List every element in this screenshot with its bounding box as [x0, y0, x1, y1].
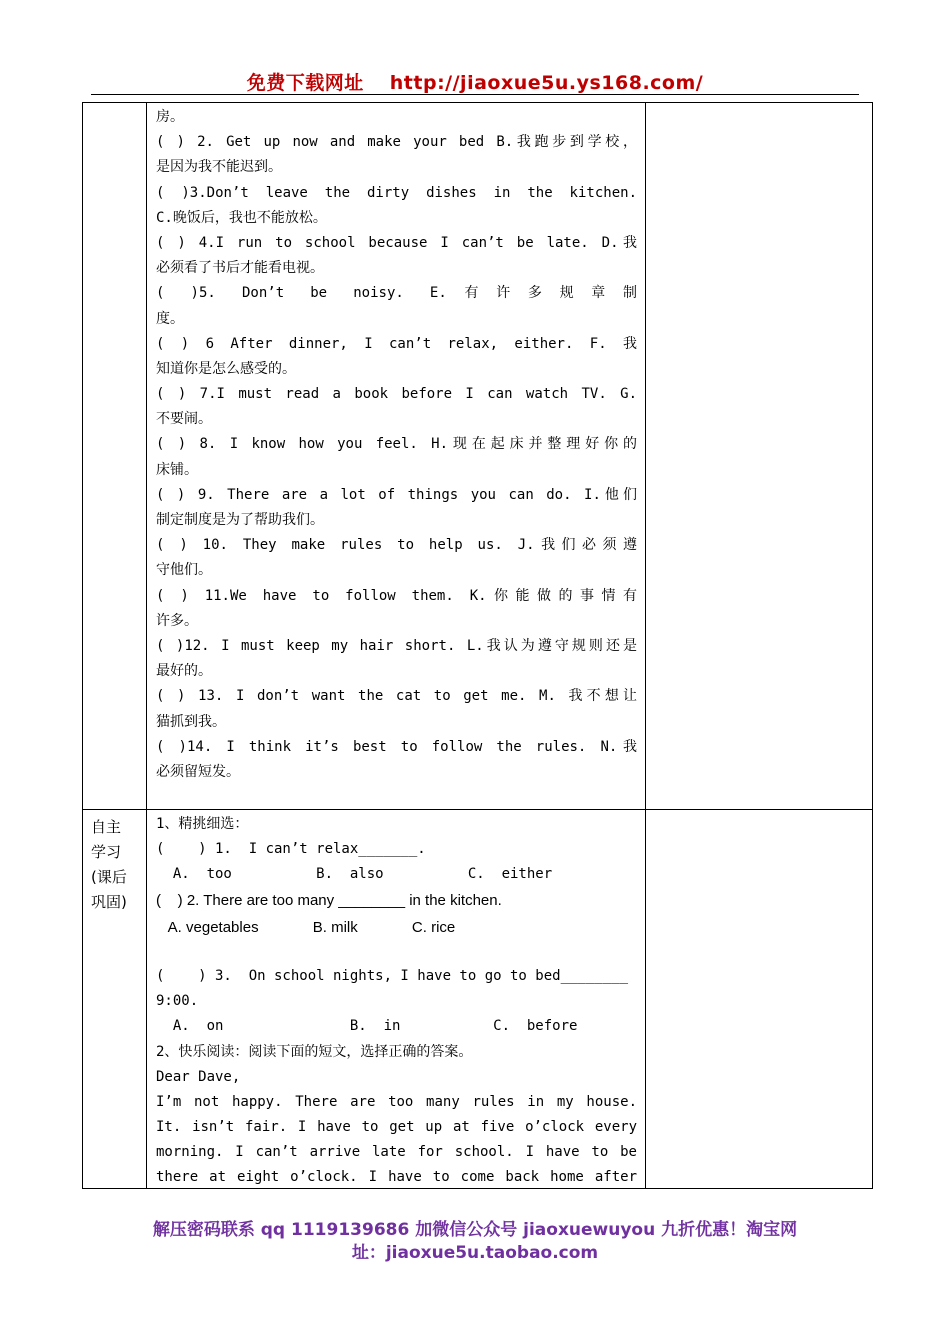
question-3-options: A. on B. in C. before [156, 1018, 578, 1035]
matching-line: ( ) 10. They make rules to help us. J.我们必须遵 [156, 537, 637, 554]
section-label-line: (课后 [91, 868, 127, 886]
matching-line: ( ) 7.I must read a book before I can watch TV. G. [156, 386, 637, 403]
exercise-title: 1、精挑细选： [156, 816, 249, 832]
page-header [0, 68, 950, 95]
header-url-link[interactable]: http://jiaoxue5u.ys168.com/ [389, 72, 704, 94]
section-label-line: 自主 [91, 818, 122, 836]
matching-line: 房。 [156, 109, 184, 125]
matching-line: ( ) 6 After dinner, I can’t relax, either. F. 我 [156, 335, 637, 352]
question-3-continued: 9:00. [156, 993, 199, 1010]
matching-line: 猫抓到我。 [156, 713, 226, 730]
matching-line: ( ) 4.I run to school because I can’t be late. D.我 [156, 234, 637, 251]
matching-exercise-cell [156, 105, 637, 785]
passage-line: I’m not happy. There are too many rules in my house. [156, 1093, 637, 1110]
matching-line: ( )14. I think it’s best to follow the rules. N.我 [156, 738, 637, 755]
matching-line: 度。 [156, 310, 184, 327]
section-label-line: 巩固) [91, 893, 127, 911]
question-1-options: A. too B. also C. either [156, 866, 553, 883]
question-3: ( ) 3. On school nights, I have to go to bed________ [156, 967, 629, 984]
matching-line: 是因为我不能迟到。 [156, 159, 282, 176]
matching-line: ( ) 9. There are a lot of things you can do. I.他们 [156, 486, 637, 503]
question-2: ( ) 2. There are too many ________ in the kitchen. [156, 891, 502, 909]
matching-line: ( ) 8. I know how you feel. H.现在起床并整理好你的 [156, 436, 637, 453]
reading-passage [156, 1090, 637, 1191]
question-1: ( ) 1. I can’t relax_______. [156, 841, 426, 858]
matching-list [156, 105, 637, 785]
question-2-options: A. vegetables B. milk C. rice [156, 918, 456, 936]
matching-line: 最好的。 [156, 663, 212, 680]
header-label: 免费下载网址 [246, 72, 364, 94]
matching-line: 守他们。 [156, 562, 212, 579]
matching-line: 床铺。 [156, 461, 198, 478]
matching-line: ( ) 13. I don’t want the cat to get me. M. 我不想让 [156, 688, 637, 705]
header-divider [91, 94, 859, 95]
worksheet-table [82, 102, 873, 1189]
column-divider-right [645, 103, 646, 1188]
matching-line: 不要闹。 [156, 411, 212, 428]
matching-line: C.晚饭后，我也不能放松。 [156, 209, 327, 226]
matching-line: ( )12. I must keep my hair short. L.我认为遵守规则还是 [156, 637, 637, 654]
passage-line: morning. I can’t arrive late for school. I have to be [156, 1144, 637, 1161]
section-label [91, 815, 143, 915]
letter-salutation: Dear Dave, [156, 1068, 241, 1085]
row-divider [83, 809, 872, 810]
column-divider-left [146, 103, 147, 1188]
footer-line-2: 址：jiaoxue5u.taobao.com [351, 1243, 599, 1263]
matching-line: 必须看了书后才能看电视。 [156, 260, 324, 277]
exercise-cell [156, 812, 637, 1191]
matching-line: 制定制度是为了帮助我们。 [156, 512, 324, 528]
matching-line: ( ) 11.We have to follow them. K.你能做的事情有 [156, 587, 637, 604]
matching-line: 知道你是怎么感受的。 [156, 360, 296, 377]
matching-line: 必须留短发。 [156, 763, 240, 780]
passage-line: It. isn’t fair. I have to get up at five o’clock every [156, 1119, 637, 1136]
passage-line: there at eight o’clock. I have to come back home after [156, 1169, 637, 1186]
matching-line: ( )5. Don’t be noisy. E.有许多规章制 [156, 285, 637, 302]
footer-line-1: 解压密码联系 qq 1119139686 加微信公众号 jiaoxuewuyou 九折优惠！淘宝网 [152, 1220, 798, 1240]
reading-title: 2、快乐阅读：阅读下面的短文，选择正确的答案。 [156, 1043, 473, 1060]
matching-line: ( ) 2. Get up now and make your bed B.我跑步到学校， [156, 134, 637, 151]
matching-line: ( )3.Don’t leave the dirty dishes in the kitchen. [156, 184, 637, 201]
section-label-line: 学习 [91, 843, 122, 861]
matching-line: 许多。 [156, 612, 198, 629]
